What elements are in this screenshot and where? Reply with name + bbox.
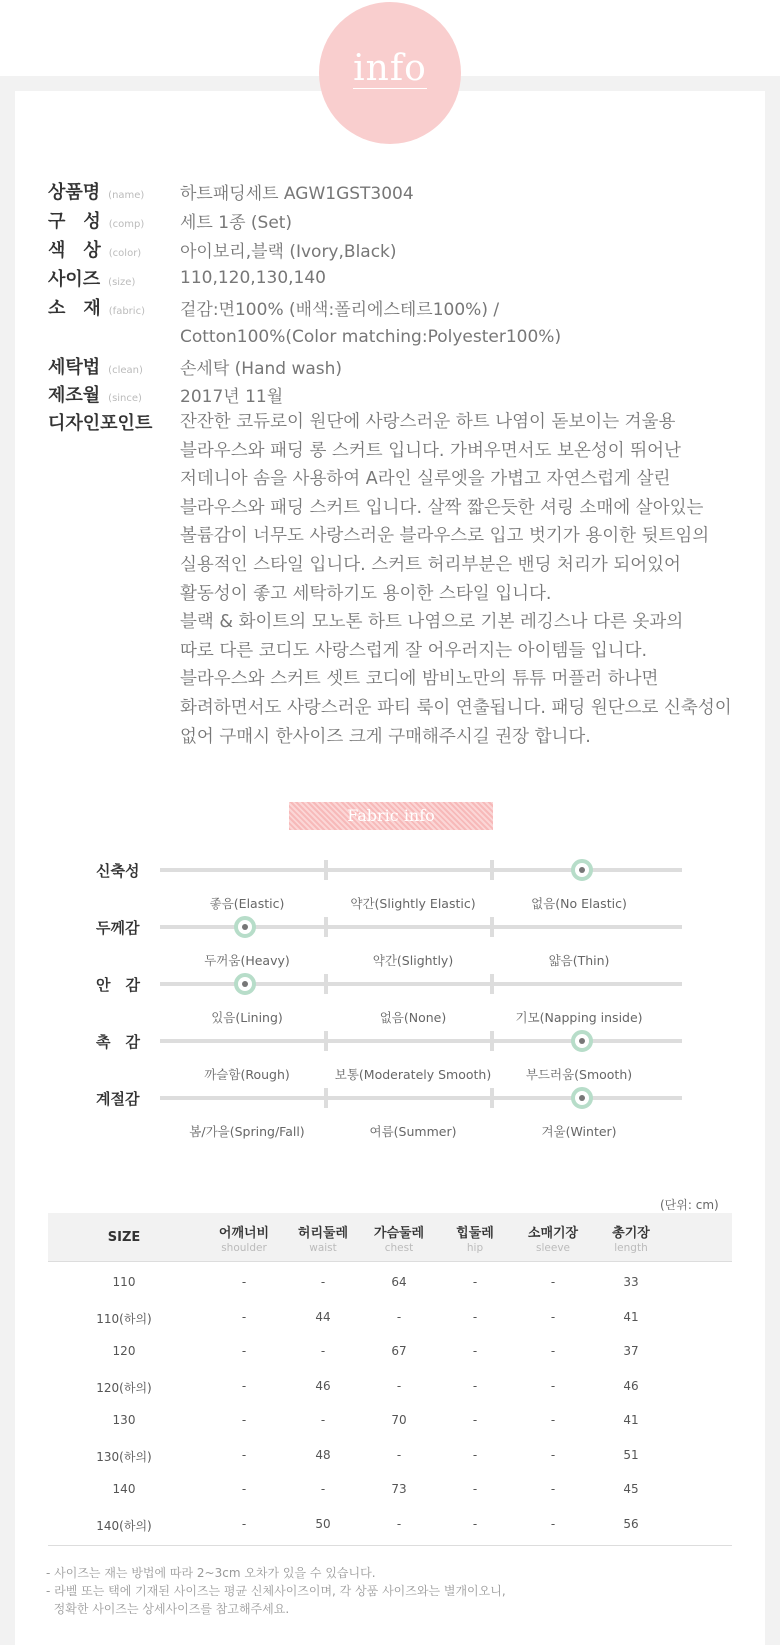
table-row bbox=[48, 1507, 732, 1542]
table-cell: - bbox=[241, 1482, 247, 1496]
info-label-text: 세탁법 bbox=[48, 357, 101, 378]
fabric-option: 까슬함(Rough) bbox=[204, 1067, 290, 1082]
scale-tick bbox=[490, 917, 494, 937]
table-cell: - bbox=[320, 1482, 326, 1496]
design-line: 잔잔한 코듀로이 원단에 사랑스러운 하트 나염이 돋보이는 겨울용 bbox=[180, 412, 676, 432]
header-ko: 힙둘레 bbox=[456, 1226, 494, 1241]
fabric-scale-track bbox=[160, 1039, 682, 1082]
table-cell: - bbox=[241, 1378, 247, 1393]
table-cell: - bbox=[472, 1309, 478, 1324]
table-row bbox=[48, 1334, 732, 1369]
scale-tick bbox=[324, 1088, 328, 1108]
design-line: 볼륨감이 너무도 사랑스러운 블라우스로 입고 벗기가 용이한 뒷트임의 bbox=[180, 526, 710, 547]
table-cell: 33 bbox=[623, 1275, 639, 1289]
info-value: 손세탁 (Hand wash) bbox=[180, 358, 343, 379]
table-cell: - bbox=[472, 1344, 478, 1358]
selected-level-marker bbox=[571, 1087, 593, 1109]
design-line: 블랙 & 화이트의 모노톤 하트 나염으로 기본 레깅스나 다른 옷과의 bbox=[180, 612, 684, 633]
info-label bbox=[48, 236, 141, 262]
table-cell: 110(하의) bbox=[96, 1311, 152, 1326]
design-line: 저데니아 솜을 사용하여 A라인 실루엣을 가볍고 자연스럽게 살린 bbox=[180, 469, 671, 490]
fabric-option: 없음(No Elastic) bbox=[531, 896, 627, 911]
table-cell: - bbox=[472, 1482, 478, 1496]
info-label-text: 색 상 bbox=[48, 240, 101, 261]
scale-tick bbox=[490, 1088, 494, 1108]
info-badge bbox=[319, 2, 461, 144]
table-header-cell bbox=[456, 1222, 494, 1254]
table-cell: 56 bbox=[623, 1516, 639, 1531]
fabric-label: 신축성 bbox=[96, 862, 140, 880]
table-header-cell bbox=[298, 1222, 348, 1254]
fabric-option: 보통(Moderately Smooth) bbox=[334, 1067, 492, 1082]
design-line: 따로 다른 코디도 사랑스럽게 잘 어우러지는 아이템들 입니다. bbox=[180, 640, 648, 661]
fabric-row bbox=[0, 974, 780, 1034]
table-cell: 41 bbox=[623, 1413, 639, 1427]
selected-level-marker bbox=[234, 973, 256, 995]
table-cell: - bbox=[396, 1378, 402, 1393]
table-cell: - bbox=[550, 1309, 556, 1324]
fabric-scale-track bbox=[160, 982, 682, 1025]
fabric-option: 약간(Slightly) bbox=[372, 953, 454, 968]
table-cell: - bbox=[241, 1309, 247, 1324]
table-cell: - bbox=[320, 1344, 326, 1358]
table-cell: - bbox=[241, 1447, 247, 1462]
table-cell: 46 bbox=[623, 1378, 639, 1393]
scale-tick bbox=[490, 974, 494, 994]
table-cell: - bbox=[472, 1447, 478, 1462]
table-row bbox=[48, 1300, 732, 1335]
table-cell: - bbox=[550, 1516, 556, 1531]
size-table-header bbox=[48, 1213, 732, 1262]
header-ko: SIZE bbox=[107, 1230, 141, 1245]
table-cell: - bbox=[320, 1275, 326, 1289]
fabric-row bbox=[0, 1031, 780, 1091]
info-label-text: 제조월 bbox=[48, 385, 101, 406]
scale-tick bbox=[490, 860, 494, 880]
table-cell: 44 bbox=[315, 1309, 331, 1324]
table-cell: 50 bbox=[315, 1516, 331, 1531]
table-cell: - bbox=[472, 1516, 478, 1531]
info-value: 세트 1종 (Set) bbox=[180, 212, 293, 233]
info-label-text: 사이즈 bbox=[48, 269, 101, 290]
header-ko: 어깨너비 bbox=[218, 1226, 270, 1241]
info-label-text: 상품명 bbox=[48, 182, 101, 203]
table-cell: - bbox=[320, 1413, 326, 1427]
header-en: hip bbox=[466, 1242, 484, 1254]
header-en: length bbox=[614, 1242, 648, 1254]
table-header-cell bbox=[219, 1222, 269, 1254]
table-cell: 70 bbox=[391, 1413, 407, 1427]
table-header-cell bbox=[612, 1222, 650, 1254]
table-cell: - bbox=[550, 1378, 556, 1393]
info-label-sub: (since) bbox=[108, 393, 142, 404]
fabric-label: 두께감 bbox=[96, 919, 140, 937]
table-cell: - bbox=[550, 1344, 556, 1358]
info-value: 겉감:면100% (배색:폴리에스테르100%) / bbox=[180, 299, 500, 320]
design-line: 활동성이 좋고 세탁하기도 용이한 스타일 입니다. bbox=[180, 583, 552, 604]
info-label bbox=[48, 178, 144, 204]
info-value: 110,120,130,140 bbox=[180, 268, 327, 288]
scale-tick bbox=[324, 974, 328, 994]
design-point-label: 디자인포인트 bbox=[48, 413, 153, 434]
table-cell: 64 bbox=[391, 1275, 407, 1289]
table-row bbox=[48, 1369, 732, 1404]
design-line: 블라우스와 패딩 스커트 입니다. 살짝 짧은듯한 셔링 소매에 살아있는 bbox=[180, 497, 704, 518]
table-cell: - bbox=[550, 1447, 556, 1462]
info-label bbox=[48, 294, 145, 320]
info-label-sub: (clean) bbox=[108, 365, 143, 376]
fabric-option: 여름(Summer) bbox=[369, 1124, 457, 1139]
scale-tick bbox=[324, 917, 328, 937]
fabric-option: 봄/가을(Spring/Fall) bbox=[189, 1124, 305, 1139]
table-row bbox=[48, 1403, 732, 1438]
info-label-sub: (name) bbox=[108, 190, 145, 201]
header-ko: 소매기장 bbox=[527, 1226, 579, 1241]
info-label bbox=[48, 265, 135, 291]
fabric-option: 얇음(Thin) bbox=[548, 953, 610, 968]
fabric-option: 없음(None) bbox=[379, 1010, 447, 1025]
fabric-scale-track bbox=[160, 868, 682, 911]
fabric-row bbox=[0, 917, 780, 977]
table-cell: - bbox=[472, 1275, 478, 1289]
table-cell: - bbox=[472, 1378, 478, 1393]
header-ko: 가슴둘레 bbox=[373, 1226, 425, 1241]
fabric-option: 두꺼움(Heavy) bbox=[204, 953, 290, 968]
table-cell: - bbox=[241, 1275, 247, 1289]
info-value: 하트패딩세트 AGW1GST3004 bbox=[180, 183, 414, 204]
design-line: 실용적인 스타일 입니다. 스커트 허리부분은 밴딩 처리가 되어있어 bbox=[180, 555, 681, 575]
fabric-label: 촉 감 bbox=[96, 1033, 140, 1051]
table-cell: - bbox=[550, 1413, 556, 1427]
selected-level-marker bbox=[234, 916, 256, 938]
table-cell: 120(하의) bbox=[96, 1380, 152, 1395]
table-divider bbox=[48, 1545, 732, 1546]
table-cell: 110 bbox=[112, 1275, 136, 1289]
design-line: 화려하면서도 사랑스러운 파티 룩이 연출됩니다. 패딩 원단으로 신축성이 bbox=[180, 698, 732, 718]
info-label-sub: (size) bbox=[108, 277, 136, 288]
table-row bbox=[48, 1438, 732, 1473]
table-cell: 130(하의) bbox=[96, 1449, 152, 1464]
fabric-scale-track bbox=[160, 1096, 682, 1139]
info-label-sub: (comp) bbox=[108, 219, 145, 230]
design-line: 블라우스와 패딩 롱 스커트 입니다. 가벼우면서도 보온성이 뛰어난 bbox=[180, 440, 681, 461]
table-header-cell bbox=[528, 1222, 578, 1254]
header-en: waist bbox=[309, 1242, 337, 1254]
table-cell: - bbox=[241, 1413, 247, 1427]
fabric-label: 계절감 bbox=[96, 1090, 140, 1108]
scale-tick bbox=[324, 1031, 328, 1051]
table-cell: - bbox=[550, 1275, 556, 1289]
selected-level-marker bbox=[571, 1030, 593, 1052]
table-cell: 51 bbox=[623, 1447, 639, 1462]
info-label bbox=[48, 353, 143, 379]
fabric-option: 부드러움(Smooth) bbox=[525, 1067, 633, 1082]
header-en: chest bbox=[384, 1242, 414, 1254]
header-en: sleeve bbox=[536, 1242, 570, 1254]
table-cell: - bbox=[396, 1516, 402, 1531]
header-en: shoulder bbox=[221, 1242, 267, 1254]
table-cell: 46 bbox=[315, 1378, 331, 1393]
info-label bbox=[48, 381, 142, 407]
table-header-cell bbox=[108, 1230, 141, 1245]
selected-level-marker bbox=[571, 859, 593, 881]
table-cell: 140 bbox=[112, 1482, 136, 1496]
table-cell: 48 bbox=[315, 1447, 331, 1462]
fabric-option: 겨울(Winter) bbox=[541, 1124, 617, 1139]
fabric-option: 있음(Lining) bbox=[211, 1010, 283, 1025]
info-label-text: 소 재 bbox=[48, 298, 101, 319]
design-line: 없어 구매시 한사이즈 크게 구매해주시길 권장 합니다. bbox=[180, 726, 591, 747]
table-cell: 41 bbox=[623, 1309, 639, 1324]
table-row bbox=[48, 1472, 732, 1507]
fabric-option: 좋음(Elastic) bbox=[209, 896, 285, 911]
table-cell: - bbox=[472, 1413, 478, 1427]
table-row bbox=[48, 1265, 732, 1300]
info-value: Cotton100%(Color matching:Polyester100%) bbox=[180, 327, 562, 347]
table-cell: 45 bbox=[623, 1482, 639, 1496]
info-value: 아이보리,블랙 (Ivory,Black) bbox=[180, 241, 397, 262]
table-cell: 67 bbox=[391, 1344, 407, 1358]
scale-tick bbox=[324, 860, 328, 880]
info-label-sub: (color) bbox=[108, 248, 142, 259]
table-cell: 73 bbox=[391, 1482, 407, 1496]
fabric-row bbox=[0, 860, 780, 920]
table-cell: 140(하의) bbox=[96, 1518, 152, 1533]
info-label bbox=[48, 207, 144, 233]
table-cell: - bbox=[241, 1516, 247, 1531]
fabric-info-title: Fabric info bbox=[289, 802, 493, 830]
info-label-sub: (fabric) bbox=[108, 306, 145, 317]
header-ko: 총기장 bbox=[612, 1226, 650, 1241]
info-badge-text: info bbox=[353, 48, 427, 89]
header-ko: 허리둘레 bbox=[297, 1226, 349, 1241]
table-cell: 37 bbox=[623, 1344, 639, 1358]
design-line: 블라우스와 스커트 셋트 코디에 밤비노만의 튜튜 머플러 하나면 bbox=[180, 669, 659, 690]
table-cell: 120 bbox=[112, 1344, 136, 1358]
fabric-label: 안 감 bbox=[96, 976, 140, 994]
size-unit: (단위: cm) bbox=[660, 1198, 719, 1212]
fabric-row bbox=[0, 1088, 780, 1148]
table-cell: 130 bbox=[112, 1413, 136, 1427]
table-header-cell bbox=[374, 1222, 424, 1254]
fabric-scale-track bbox=[160, 925, 682, 968]
note-line: - 사이즈는 재는 방법에 따라 2~3cm 오차가 있을 수 있습니다. bbox=[46, 1566, 376, 1580]
fabric-option: 약간(Slightly Elastic) bbox=[350, 896, 476, 911]
table-cell: - bbox=[241, 1344, 247, 1358]
scale-tick bbox=[490, 1031, 494, 1051]
note-line: - 라벨 또는 택에 기재된 사이즈는 평균 신체사이즈이며, 각 상품 사이즈와는 별개이오니, bbox=[46, 1584, 506, 1598]
table-cell: - bbox=[396, 1309, 402, 1324]
table-cell: - bbox=[396, 1447, 402, 1462]
note-line: 정확한 사이즈는 상세사이즈를 참고해주세요. bbox=[46, 1602, 290, 1616]
table-cell: - bbox=[550, 1482, 556, 1496]
info-label-text: 구 성 bbox=[48, 211, 101, 232]
fabric-option: 기모(Napping inside) bbox=[515, 1010, 643, 1025]
info-value: 2017년 11월 bbox=[180, 386, 284, 407]
